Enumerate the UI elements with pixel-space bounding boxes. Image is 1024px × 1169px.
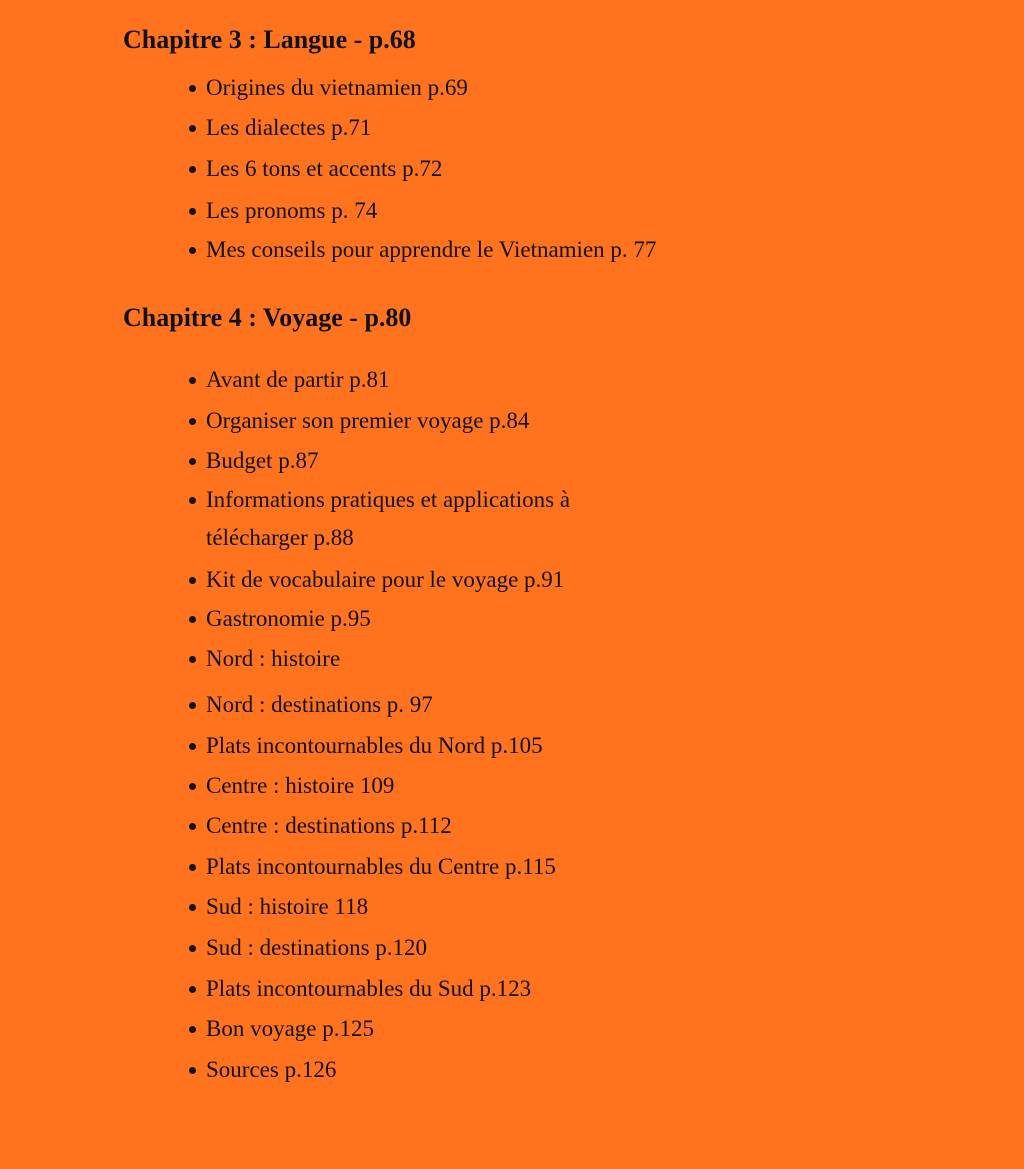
list-item: Les pronoms p. 74: [206, 192, 377, 230]
list-item: Informations pratiques et applications à télécharger p.88: [206, 481, 626, 557]
list-item: Centre : destinations p.112: [206, 807, 452, 845]
list-item: Sud : destinations p.120: [206, 929, 427, 967]
list-item: Plats incontournables du Sud p.123: [206, 970, 531, 1008]
list-item: Plats incontournables du Nord p.105: [206, 727, 543, 765]
list-item: Bon voyage p.125: [206, 1010, 374, 1048]
list-item: Centre : histoire 109: [206, 767, 394, 805]
list-item: Nord : destinations p. 97: [206, 686, 433, 724]
list-item: Gastronomie p.95: [206, 600, 371, 638]
list-item: Avant de partir p.81: [206, 361, 390, 399]
list-item: Nord : histoire: [206, 640, 340, 678]
list-item: Budget p.87: [206, 442, 318, 480]
list-item: Origines du vietnamien p.69: [206, 69, 468, 107]
chapter-3-title: Chapitre 3 : Langue - p.68: [123, 25, 416, 54]
list-item: Les dialectes p.71: [206, 109, 371, 147]
list-item: Sud : histoire 118: [206, 888, 368, 926]
chapter-4-title: Chapitre 4 : Voyage - p.80: [123, 303, 412, 332]
list-item: Mes conseils pour apprendre le Vietnamien p. 77: [206, 231, 656, 269]
list-item: Kit de vocabulaire pour le voyage p.91: [206, 561, 564, 599]
list-item: Les 6 tons et accents p.72: [206, 150, 442, 188]
list-item: Organiser son premier voyage p.84: [206, 402, 529, 440]
list-item: Sources p.126: [206, 1051, 336, 1089]
list-item: Plats incontournables du Centre p.115: [206, 848, 556, 886]
